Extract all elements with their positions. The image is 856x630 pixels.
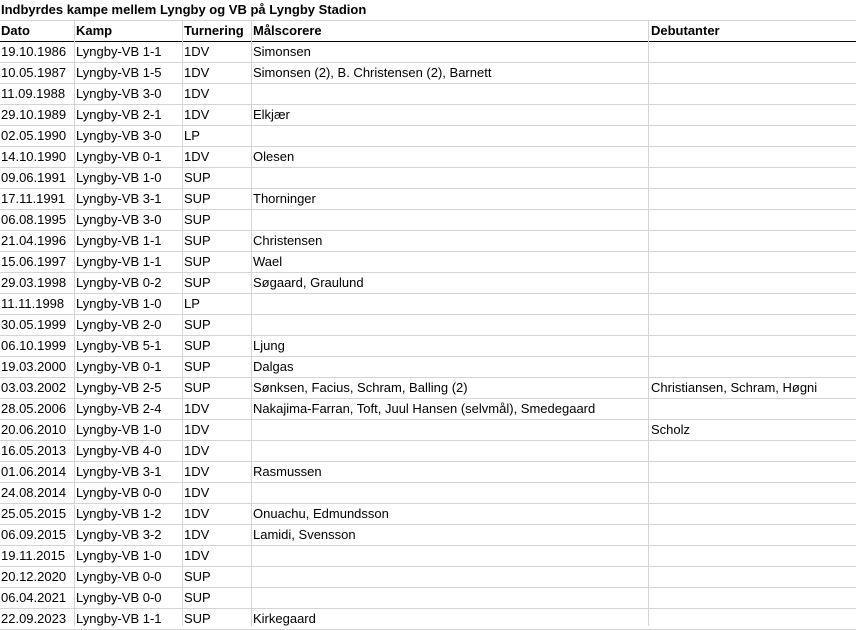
cell-scorers[interactable]: Onuachu, Edmundsson [253, 506, 389, 521]
cell-match[interactable]: Lyngby-VB 1-1 [76, 611, 162, 626]
cell-competition[interactable]: SUP [184, 380, 211, 395]
cell-match[interactable]: Lyngby-VB 3-0 [76, 86, 162, 101]
cell-competition[interactable]: SUP [184, 611, 211, 626]
cell-scorers[interactable] [252, 168, 648, 188]
table-row [0, 294, 856, 315]
cell-date[interactable]: 29.03.1998 [1, 275, 67, 290]
cell-match[interactable]: Lyngby-VB 2-1 [76, 107, 162, 122]
cell-scorers[interactable] [252, 483, 648, 503]
cell-competition[interactable]: SUP [184, 170, 211, 185]
cell-match[interactable]: Lyngby-VB 2-5 [76, 380, 162, 395]
cell-scorers[interactable] [252, 588, 648, 608]
cell-date[interactable]: 11.11.1998 [1, 296, 65, 311]
cell-scorers[interactable]: Sønksen, Facius, Schram, Balling (2) [253, 380, 468, 395]
cell-scorers[interactable]: Kirkegaard [253, 611, 316, 626]
cell-match[interactable]: Lyngby-VB 1-0 [76, 548, 162, 563]
cell-date[interactable]: 19.03.2000 [1, 359, 67, 374]
cell-scorers[interactable]: Thorninger [253, 191, 316, 206]
cell-scorers[interactable]: Lamidi, Svensson [253, 527, 356, 542]
table-row [0, 420, 856, 441]
table-row [0, 126, 856, 147]
table-row [0, 252, 856, 273]
cell-match[interactable]: Lyngby-VB 4-0 [76, 443, 162, 458]
table-row [0, 168, 856, 189]
cell-competition[interactable]: SUP [184, 275, 211, 290]
cell-date[interactable]: 06.08.1995 [1, 212, 67, 227]
table-row [0, 273, 856, 294]
cell-date[interactable]: 06.10.1999 [1, 338, 67, 353]
column-gridline [182, 21, 183, 626]
column-gridline [648, 21, 649, 626]
column-gridline [74, 21, 75, 626]
cell-competition[interactable]: 1DV [184, 548, 210, 563]
cell-debutants[interactable] [650, 504, 856, 524]
table-row [0, 378, 856, 399]
cell-match[interactable]: Lyngby-VB 1-0 [76, 422, 162, 437]
header-debutants[interactable]: Debutanter [651, 23, 720, 38]
cell-scorers[interactable] [252, 567, 648, 587]
cell-match[interactable]: Lyngby-VB 5-1 [76, 338, 162, 353]
table-row [0, 483, 856, 504]
cell-date[interactable]: 02.05.1990 [1, 128, 67, 143]
cell-debutants[interactable] [650, 462, 856, 482]
cell-date[interactable]: 03.03.2002 [1, 380, 67, 395]
cell-match[interactable]: Lyngby-VB 3-0 [76, 212, 162, 227]
table-row [0, 231, 856, 252]
cell-debutants[interactable]: Christiansen, Schram, Høgni [651, 380, 818, 395]
cell-scorers[interactable]: Simonsen (2), B. Christensen (2), Barnett [253, 65, 492, 80]
cell-debutants[interactable] [650, 441, 856, 461]
table-row [0, 525, 856, 546]
cell-debutants[interactable] [650, 147, 856, 167]
cell-scorers[interactable]: Nakajima-Farran, Toft, Juul Hansen (selvmål), Smedegaard [253, 401, 596, 416]
cell-debutants[interactable] [650, 42, 856, 62]
cell-scorers[interactable] [252, 126, 648, 146]
cell-competition[interactable]: 1DV [184, 65, 210, 80]
cell-competition[interactable]: SUP [184, 191, 211, 206]
cell-match[interactable]: Lyngby-VB 1-1 [76, 44, 162, 59]
table-row [0, 504, 856, 525]
cell-debutants[interactable] [650, 567, 856, 587]
header-row [0, 21, 856, 42]
cell-date[interactable]: 30.05.1999 [1, 317, 67, 332]
cell-competition[interactable]: 1DV [184, 506, 210, 521]
cell-debutants[interactable] [650, 336, 856, 356]
cell-date[interactable]: 14.10.1990 [1, 149, 67, 164]
cell-debutants[interactable] [650, 126, 856, 146]
header-competition[interactable]: Turnering [184, 23, 244, 38]
cell-debutants[interactable] [650, 483, 856, 503]
table-row [0, 357, 856, 378]
cell-date[interactable]: 19.10.1986 [1, 44, 67, 59]
cell-match[interactable]: Lyngby-VB 1-0 [76, 296, 162, 311]
table-row [0, 84, 856, 105]
cell-scorers[interactable]: Søgaard, Graulund [253, 275, 364, 290]
cell-match[interactable]: Lyngby-VB 1-2 [76, 506, 162, 521]
cell-scorers[interactable] [252, 441, 648, 461]
cell-match[interactable]: Lyngby-VB 2-4 [76, 401, 162, 416]
cell-competition[interactable]: 1DV [184, 44, 210, 59]
cell-debutants[interactable] [650, 63, 856, 83]
cell-debutants[interactable] [650, 105, 856, 125]
cell-match[interactable]: Lyngby-VB 2-0 [76, 317, 162, 332]
cell-debutants[interactable] [650, 588, 856, 608]
cell-match[interactable]: Lyngby-VB 3-1 [76, 191, 162, 206]
cell-debutants[interactable] [650, 210, 856, 230]
table-row [0, 63, 856, 84]
cell-debutants[interactable] [650, 231, 856, 251]
cell-competition[interactable]: 1DV [184, 443, 210, 458]
cell-match[interactable]: Lyngby-VB 0-1 [76, 149, 162, 164]
cell-scorers[interactable]: Olesen [253, 149, 295, 164]
cell-competition[interactable]: 1DV [184, 464, 210, 479]
cell-match[interactable]: Lyngby-VB 0-0 [76, 485, 162, 500]
cell-date[interactable]: 15.06.1997 [1, 254, 67, 269]
cell-competition[interactable]: 1DV [184, 149, 210, 164]
cell-debutants[interactable] [650, 168, 856, 188]
cell-match[interactable]: Lyngby-VB 0-2 [76, 275, 162, 290]
cell-competition[interactable]: SUP [184, 254, 211, 269]
cell-scorers[interactable] [252, 420, 648, 440]
cell-scorers[interactable]: Christensen [253, 233, 323, 248]
cell-match[interactable]: Lyngby-VB 1-5 [76, 65, 162, 80]
table-row [0, 567, 856, 588]
cell-debutants[interactable] [650, 399, 856, 419]
table-row [0, 546, 856, 567]
cell-date[interactable]: 28.05.2006 [1, 401, 67, 416]
cell-competition[interactable]: SUP [184, 338, 211, 353]
header-match[interactable]: Kamp [76, 23, 113, 38]
cell-match[interactable]: Lyngby-VB 3-2 [76, 527, 162, 542]
cell-date[interactable]: 19.11.2015 [1, 548, 66, 563]
cell-debutants[interactable] [650, 609, 856, 629]
cell-debutants[interactable] [650, 525, 856, 545]
cell-scorers[interactable]: Elkjær [253, 107, 290, 122]
table-row [0, 315, 856, 336]
cell-debutants[interactable] [650, 84, 856, 104]
cell-date[interactable]: 21.04.1996 [1, 233, 67, 248]
cell-competition[interactable]: SUP [184, 590, 211, 605]
cell-scorers[interactable]: Wael [253, 254, 283, 269]
cell-date[interactable]: 09.06.1991 [1, 170, 67, 185]
cell-date[interactable]: 29.10.1989 [1, 107, 67, 122]
cell-match[interactable]: Lyngby-VB 0-0 [76, 569, 162, 584]
table-row [0, 462, 856, 483]
cell-debutants[interactable]: Scholz [651, 422, 691, 437]
cell-scorers[interactable] [252, 315, 648, 335]
table-row [0, 588, 856, 609]
cell-scorers[interactable]: Dalgas [253, 359, 294, 374]
cell-match[interactable]: Lyngby-VB 0-1 [76, 359, 162, 374]
cell-debutants[interactable] [650, 294, 856, 314]
cell-match[interactable]: Lyngby-VB 3-0 [76, 128, 162, 143]
cell-scorers[interactable]: Ljung [253, 338, 285, 353]
table-row [0, 189, 856, 210]
table-row [0, 441, 856, 462]
cell-scorers[interactable]: Rasmussen [253, 464, 322, 479]
cell-competition[interactable]: 1DV [184, 422, 210, 437]
cell-date[interactable]: 06.04.2021 [1, 590, 67, 605]
table-row [0, 210, 856, 231]
cell-debutants[interactable] [650, 357, 856, 377]
table-row [0, 42, 856, 63]
cell-match[interactable]: Lyngby-VB 1-1 [76, 254, 162, 269]
table-row [0, 105, 856, 126]
cell-competition[interactable]: 1DV [184, 527, 210, 542]
sheet-title[interactable]: Indbyrdes kampe mellem Lyngby og VB på Lyngby Stadion [1, 2, 367, 17]
cell-date[interactable]: 10.05.1987 [1, 65, 67, 80]
cell-match[interactable]: Lyngby-VB 0-0 [76, 590, 162, 605]
cell-debutants[interactable] [650, 546, 856, 566]
cell-competition[interactable]: 1DV [184, 86, 210, 101]
cell-competition[interactable]: SUP [184, 233, 211, 248]
cell-match[interactable]: Lyngby-VB 3-1 [76, 464, 162, 479]
cell-date[interactable]: 11.09.1988 [1, 86, 66, 101]
cell-date[interactable]: 20.06.2010 [1, 422, 67, 437]
cell-debutants[interactable] [650, 252, 856, 272]
cell-competition[interactable]: LP [184, 296, 200, 311]
cell-match[interactable]: Lyngby-VB 1-1 [76, 233, 162, 248]
cell-debutants[interactable] [650, 189, 856, 209]
cell-match[interactable]: Lyngby-VB 1-0 [76, 170, 162, 185]
cell-scorers[interactable] [252, 210, 648, 230]
cell-date[interactable]: 16.05.2013 [1, 443, 67, 458]
cell-competition[interactable]: SUP [184, 317, 211, 332]
cell-date[interactable]: 06.09.2015 [1, 527, 67, 542]
table-row [0, 147, 856, 168]
cell-scorers[interactable] [252, 84, 648, 104]
cell-debutants[interactable] [650, 315, 856, 335]
cell-competition[interactable]: SUP [184, 569, 211, 584]
cell-debutants[interactable] [650, 273, 856, 293]
cell-scorers[interactable] [252, 546, 648, 566]
header-date[interactable]: Dato [1, 23, 30, 38]
title-row [0, 0, 856, 21]
cell-date[interactable]: 25.05.2015 [1, 506, 67, 521]
cell-date[interactable]: 20.12.2020 [1, 569, 67, 584]
cell-date[interactable]: 22.09.2023 [1, 611, 67, 626]
table-row [0, 609, 856, 630]
cell-date[interactable]: 24.08.2014 [1, 485, 67, 500]
cell-competition[interactable]: 1DV [184, 107, 210, 122]
cell-competition[interactable]: SUP [184, 359, 211, 374]
cell-date[interactable]: 01.06.2014 [1, 464, 67, 479]
cell-competition[interactable]: SUP [184, 212, 211, 227]
table-row [0, 336, 856, 357]
header-scorers[interactable]: Målscorere [253, 23, 322, 38]
cell-competition[interactable]: 1DV [184, 401, 210, 416]
cell-competition[interactable]: LP [184, 128, 200, 143]
cell-scorers[interactable]: Simonsen [253, 44, 311, 59]
table-row [0, 399, 856, 420]
cell-competition[interactable]: 1DV [184, 485, 210, 500]
cell-scorers[interactable] [252, 294, 648, 314]
column-gridline [251, 21, 252, 626]
cell-date[interactable]: 17.11.1991 [1, 191, 66, 206]
